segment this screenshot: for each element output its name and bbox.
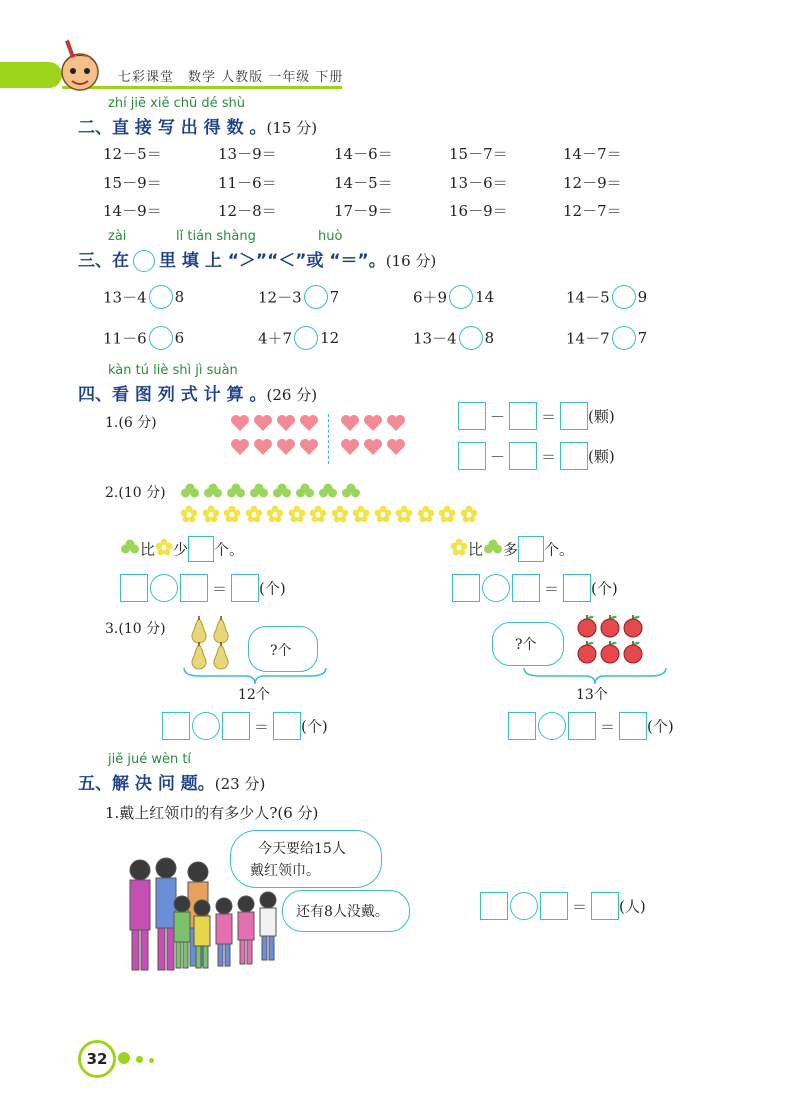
clover-icon: [226, 482, 246, 504]
flower-icon: [180, 505, 198, 527]
flower-icon: [395, 505, 413, 527]
equation-item: 16－9＝: [449, 202, 508, 220]
heart-icon: [363, 414, 383, 436]
heart-icon: [299, 414, 319, 436]
q2-left-equation: ＝ (个): [120, 574, 286, 602]
q3-left-equation: ＝ (个): [162, 712, 328, 740]
compare-item: 4＋7 12: [258, 326, 339, 350]
clover-icon: [295, 482, 315, 504]
answer-circle[interactable]: [304, 285, 328, 309]
flower-icon: [245, 505, 263, 527]
heart-icon: [340, 414, 360, 436]
footer-dot-1: [118, 1052, 130, 1064]
answer-circle[interactable]: [149, 285, 173, 309]
apple-icon: [576, 614, 598, 642]
hearts-divider: [328, 414, 329, 464]
clover-icon: [318, 482, 338, 504]
q3-right-bubble-text: ?个: [515, 637, 537, 653]
pear-icon: [210, 642, 232, 674]
section2-title: 二、直 接 写 出 得 数 。(15 分): [78, 118, 318, 138]
compare-item: 14－5 9: [566, 285, 647, 309]
speech-bubble-2-text: 还有8人没戴。: [296, 904, 389, 920]
flower-icon: [331, 505, 349, 527]
q3-left-bubble-text: ?个: [270, 643, 292, 659]
mascot-icon: [52, 38, 110, 96]
answer-circle[interactable]: [612, 326, 636, 350]
flower-icon: [266, 505, 284, 527]
compare-item: 11－6 6: [103, 326, 184, 350]
compare-item: 14－7 7: [566, 326, 647, 350]
answer-circle[interactable]: [449, 285, 473, 309]
page-number: 32: [78, 1040, 116, 1078]
heart-icon: [386, 414, 406, 436]
flower-icon: [309, 505, 327, 527]
equation-item: 12－8＝: [218, 202, 277, 220]
heart-icon: [340, 438, 360, 460]
answer-circle[interactable]: [459, 326, 483, 350]
flower-icon: [438, 505, 456, 527]
apple-icon: [622, 640, 644, 668]
equation-item: 11－6＝: [218, 174, 277, 192]
q1-equation-1: － ＝ (颗): [458, 402, 615, 430]
compare-item: 12－3 7: [258, 285, 339, 309]
section5-equation: ＝ (人): [480, 892, 646, 920]
clover-icon: [249, 482, 269, 504]
equation-item: 13－9＝: [218, 145, 277, 163]
section4-pinyin: kàn tú liè shì jì suàn: [108, 363, 238, 378]
q1-equation-2: － ＝ (颗): [458, 442, 615, 470]
apple-icon: [622, 614, 644, 642]
q2-label: 2.(10 分): [105, 485, 166, 501]
flower-icon: [374, 505, 392, 527]
answer-circle[interactable]: [149, 326, 173, 350]
compare-item: 13－4 8: [413, 326, 494, 350]
section3-pinyin-1: zài: [108, 229, 127, 244]
apple-icon: [599, 640, 621, 668]
section4-title: 四、看 图 列 式 计 算 。(26 分): [78, 385, 318, 405]
pear-icon: [188, 642, 210, 674]
heart-icon: [299, 438, 319, 460]
apple-icon: [576, 640, 598, 668]
answer-circle[interactable]: [294, 326, 318, 350]
speech-bubble-1-line2: 戴红领巾。: [250, 863, 320, 879]
section5-title: 五、解 决 问 题。(23 分): [78, 774, 266, 794]
heart-icon: [386, 438, 406, 460]
heart-icon: [253, 414, 273, 436]
equation-item: 15－7＝: [449, 145, 508, 163]
flower-icon: [417, 505, 435, 527]
clover-icon: [341, 482, 361, 504]
heart-icon: [276, 438, 296, 460]
flower-icon: [288, 505, 306, 527]
flower-icon: [460, 505, 478, 527]
clover-icon: [203, 482, 223, 504]
q3-right-equation: ＝ (个): [508, 712, 674, 740]
q1-label: 1.(6 分): [105, 415, 157, 431]
section2-pinyin: zhí jiē xiě chū dé shù: [108, 96, 245, 111]
clover-icon: [120, 542, 140, 560]
clover-icon: [272, 482, 292, 504]
equation-item: 12－5＝: [103, 145, 162, 163]
section5-pinyin: jiě jué wèn tí: [108, 752, 192, 767]
footer-dot-3: [149, 1058, 154, 1063]
heart-icon: [230, 414, 250, 436]
section3-title: 三、在 里 填 上 “＞”“＜”或 “＝”。(16 分): [78, 251, 437, 271]
flower-icon: [155, 542, 173, 560]
q2-left-prompt: 比 少 个。: [120, 536, 244, 562]
q2-right-prompt: 比 多 个。: [450, 536, 574, 562]
header-title: 七彩课堂 数学 人教版 一年级 下册: [118, 70, 344, 85]
flower-icon: [352, 505, 370, 527]
equation-item: 14－5＝: [334, 174, 393, 192]
clover-icon: [180, 482, 200, 504]
flower-icon: [202, 505, 220, 527]
answer-circle[interactable]: [612, 285, 636, 309]
answer-circle-icon: [133, 250, 155, 272]
equation-item: 14－7＝: [563, 145, 622, 163]
equation-item: 14－6＝: [334, 145, 393, 163]
q3-left-total: 12个: [238, 687, 270, 703]
apple-icon: [599, 614, 621, 642]
flower-icon: [223, 505, 241, 527]
section3-pinyin-3: huò: [318, 229, 343, 244]
footer-dot-2: [136, 1056, 143, 1063]
heart-icon: [230, 438, 250, 460]
equation-item: 12－9＝: [563, 174, 622, 192]
flower-icon: [450, 542, 468, 560]
section3-pinyin-2: lǐ tián shàng: [176, 229, 256, 244]
speech-bubble-1-line1: 今天要给15人: [258, 841, 346, 857]
equation-item: 13－6＝: [449, 174, 508, 192]
heart-icon: [276, 414, 296, 436]
heart-icon: [363, 438, 383, 460]
equation-item: 17－9＝: [334, 202, 393, 220]
clover-icon: [483, 542, 503, 560]
equation-item: 14－9＝: [103, 202, 162, 220]
heart-icon: [253, 438, 273, 460]
equation-item: 12－7＝: [563, 202, 622, 220]
compare-item: 6＋9 14: [413, 285, 494, 309]
q3-right-total: 13个: [576, 687, 608, 703]
compare-item: 13－4 8: [103, 285, 184, 309]
equation-item: 15－9＝: [103, 174, 162, 192]
section5-q1-text: 1.戴上红领巾的有多少人?(6 分): [105, 804, 319, 822]
q2-right-equation: ＝ (个): [452, 574, 618, 602]
q3-label: 3.(10 分): [105, 621, 166, 637]
